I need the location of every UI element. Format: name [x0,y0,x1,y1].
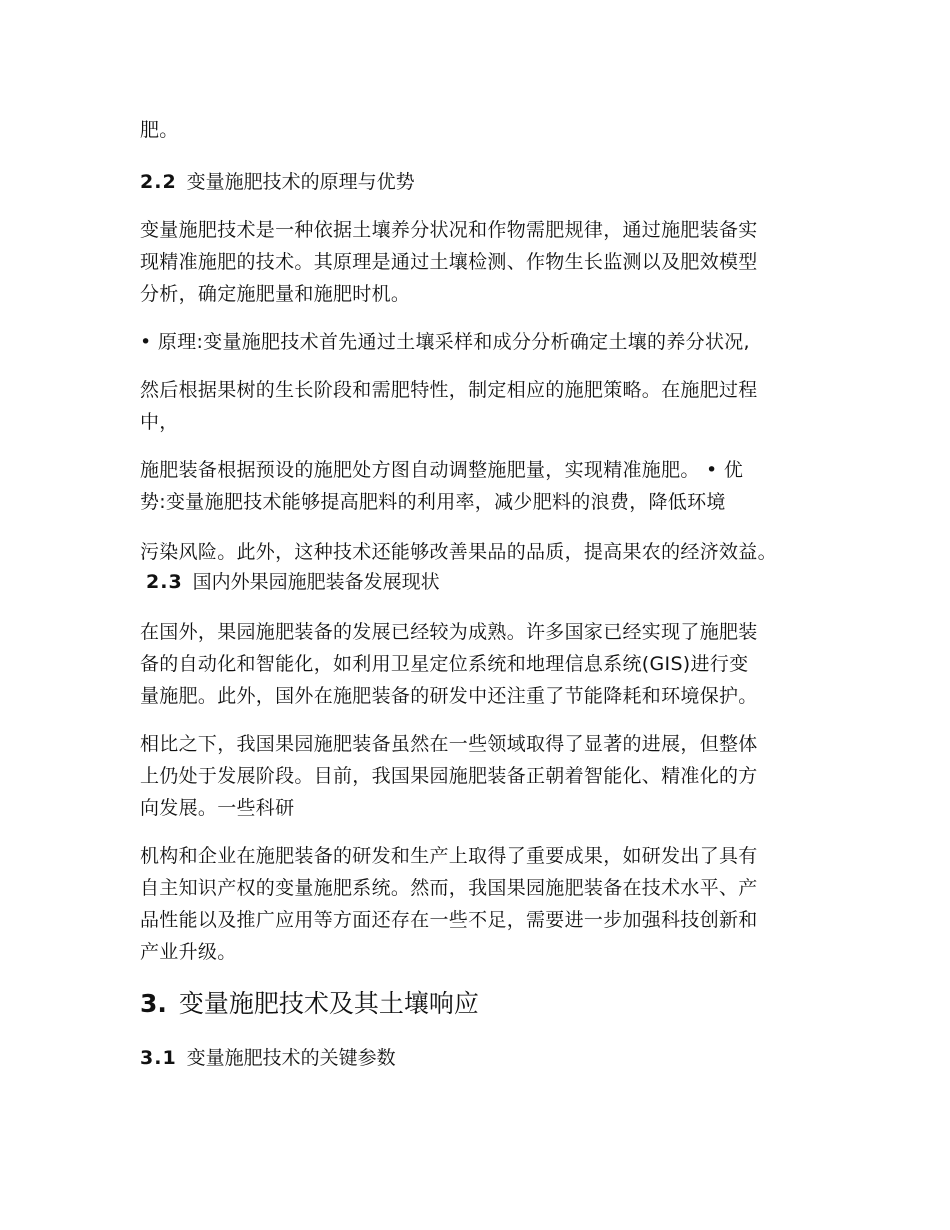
paragraph-line: 上仍处于发展阶段。目前，我国果园施肥装备正朝着智能化、精准化的方 [140,765,758,787]
chapter-title: 变量施肥技术及其土壤响应 [178,989,479,1018]
chapter-number: 3. [140,989,167,1018]
paragraph-line: 变量施肥技术是一种依据土壤养分状况和作物需肥规律，通过施肥装备实 [140,219,758,241]
paragraph-line: 备的自动化和智能化，如利用卫星定位系统和地理信息系统(GIS)进行变 [140,653,749,675]
section-title: 国内外果园施肥装备发展现状 [192,571,440,593]
paragraph-line: 施肥装备根据预设的施肥处方图自动调整施肥量，实现精准施肥。 • 优 [140,459,744,481]
section-heading-3-1 [140,1046,396,1070]
bullet-line: • 原理:变量施肥技术首先通过土壤采样和成分分析确定土壤的养分状况, [140,331,750,353]
section-heading-2-3 [146,570,440,594]
paragraph-line: 在国外，果园施肥装备的发展已经较为成熟。许多国家已经实现了施肥装 [140,621,758,643]
paragraph-line: 机构和企业在施肥装备的研发和生产上取得了重要成果，如研发出了具有 [140,845,758,867]
paragraph-line: 污染风险。此外，这种技术还能够改善果品的品质，提高果农的经济效益。 [140,541,777,563]
section-number: 2.2 [140,171,177,193]
section-number: 2.3 [146,571,183,593]
paragraph-line: 量施肥。此外，国外在施肥装备的研发中还注重了节能降耗和环境保护。 [140,685,758,707]
paragraph-line: 现精准施肥的技术。其原理是通过土壤检测、作物生长监测以及肥效模型 [140,251,758,273]
paragraph-line: 中， [140,411,179,433]
paragraph-line: 肥。 [140,119,179,141]
paragraph-line: 向发展。一些科研 [140,797,295,819]
section-title: 变量施肥技术的原理与优势 [186,171,415,193]
chapter-heading-3 [140,988,479,1020]
paragraph-line: 势:变量施肥技术能够提高肥料的利用率，减少肥料的浪费，降低环境 [140,491,726,513]
section-title: 变量施肥技术的关键参数 [186,1047,396,1069]
paragraph-line: 然后根据果树的生长阶段和需肥特性，制定相应的施肥策略。在施肥过程 [140,379,758,401]
paragraph-line: 分析，确定施肥量和施肥时机。 [140,283,411,305]
paragraph-line: 品性能以及推广应用等方面还存在一些不足，需要进一步加强科技创新和 [140,909,758,931]
paragraph-line: 自主知识产权的变量施肥系统。然而，我国果园施肥装备在技术水平、产 [140,877,758,899]
paragraph-line: 产业升级。 [140,941,237,963]
paragraph-line: 相比之下，我国果园施肥装备虽然在一些领域取得了显著的进展，但整体 [140,733,758,755]
section-heading-2-2 [140,170,415,194]
section-number: 3.1 [140,1047,177,1069]
